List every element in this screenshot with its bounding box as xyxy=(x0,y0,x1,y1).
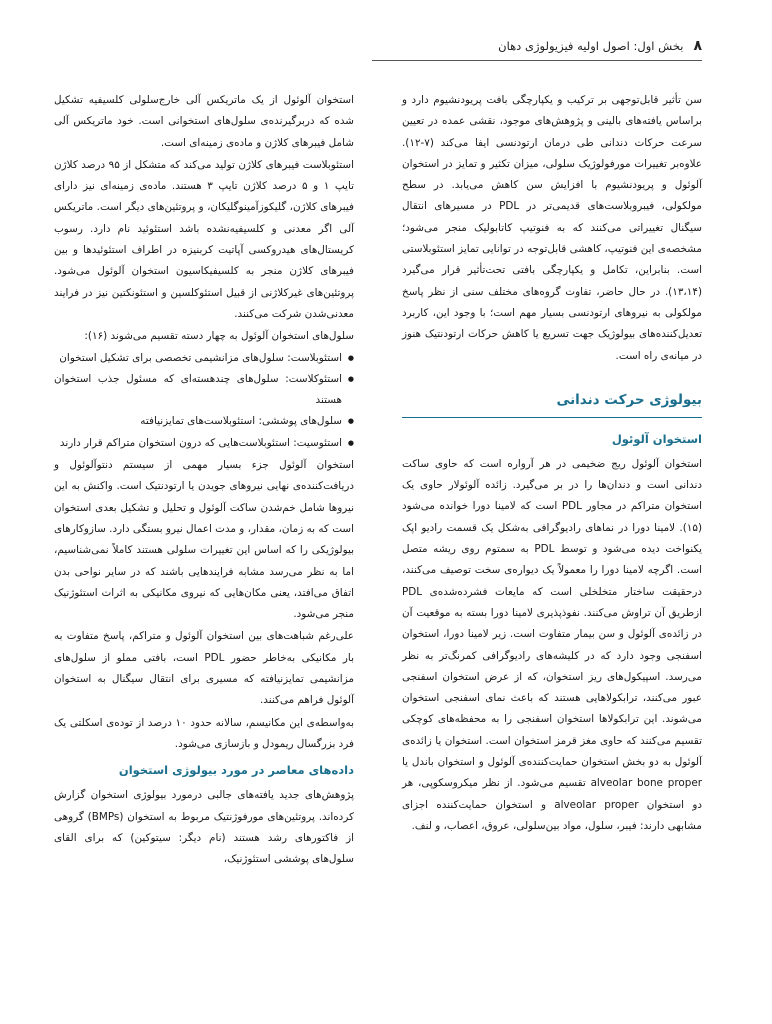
intro-paragraph: سن تأثیر قابل‌توجهی بر ترکیب و یکپارچگی بافت پریودنشیوم دارد و براساس یافته‌های بالینی و پژوهش‌های موجود، نقشی عمده در تعیین سرعت حرکات دندانی طی درمان ارتودنسی ایفا می‌کند (۷-۱۲). علاوه‌بر تغییرات مورفولوژیک سلولی، میزان تکثیر و تمایز در استخوان آلوئول و پریودنشیوم با افزایش سن کاهش می‌یابد. در سطح مولکولی، فیبروبلاست‌های قدیمی‌تر در PDL در مسیرهای انتقال سیگنال تغییراتی می‌کنند که به فنوتیپ کاتابولیک منجر می‌شود؛ مشخصه‌ی این فنوتیپ، کاهشی قابل‌توجه در توانایی تمایز استئوبلاستی است. بنابراین، تکامل و یکپارچگی بافتی تحت‌تأثیر قرار می‌گیرد (۱۳،۱۴). در حال حاضر، تفاوت گروه‌های مختلف سنی از نظر پاسخ مولکولی به نیروهای ارتودنسی بسیار مهم است؛ با وجود این، کاربرد تعدیل‌کننده‌های بیولوژیک جهت تسریع یا کاهش حرکات ارتودنتیک هنوز در میانه‌ی راه است. xyxy=(401,94,702,362)
list-item: ● استئوسیت: استئوبلاست‌هایی که درون استخوان متراکم قرار دارند xyxy=(54,433,354,454)
right-column xyxy=(402,90,702,837)
page-header xyxy=(60,38,702,54)
section-title: بیولوژی حرکت دندانی xyxy=(556,391,702,408)
list-item: ● سلول‌های پوششی: استئوبلاست‌های تمایزنیافته xyxy=(54,411,354,432)
header-rule xyxy=(372,60,702,61)
page-number: ۸ xyxy=(693,38,702,54)
contemporary-paragraph: پژوهش‌های جدید یافته‌های جالبی درمورد بیولوژی استخوان گزارش کرده‌اند. پروتئین‌های مورفوژنتیک مربوط به استخوان (BMPs) گروهی از فاکتورهای رشد هستند (نام دیگر: سیتوکین) که برای القای سلول‌های پوششی استئوژنیک، xyxy=(54,789,354,866)
list-item: ● استئوبلاست: سلول‌های مزانشیمی تخصصی برای تشکیل استخوان xyxy=(54,348,354,369)
section-rule xyxy=(402,417,702,418)
similarity-paragraph: علی‌رغم شباهت‌های بین استخوان آلوئول و متراکم، پاسخ متفاوت به بار مکانیکی به‌خاطر حضور PDL است، بافتی مملو از سلول‌های مزانشیمی تمایزنیافته که مسیری برای انتقال سیگنال به استخوان آلوئول فراهم می‌کنند. xyxy=(54,630,354,707)
cell-types-list xyxy=(54,348,354,454)
list-item: ● استئوکلاست: سلول‌های چندهسته‌ای که مسئول جذب استخوان هستند xyxy=(54,369,354,412)
osteoblast-paragraph: استئوبلاست فیبرهای کلاژن تولید می‌کند که متشکل از ۹۵ درصد کلاژن تایپ ۱ و ۵ درصد کلاژن تایپ ۳ هستند. ماده‌ی زمینه‌ای نیز دارای فیبرهای کلاژن، گلیکوزآمینوگلیکان، و پروتئین‌های دیگر است. ماتریکس آلی اگر معدنی و کلسیفیه‌نشده باشد استئوئید نام دارد. رسوب کریستال‌های هیدروکسی آپاتیت کربنیزه در اطراف استئوئیدها و بین فیبرهای کلاژن منجر به کلسیفیکاسیون استخوان آلوئول می‌شود. پروتئین‌های غیرکلاژنی از قبیل استئوکلسین و استئونکتین نیز در فرایند معدنی‌شدن شرکت می‌کنند. xyxy=(54,158,355,320)
matrix-paragraph: استخوان آلوئول از یک ماتریکس آلی خارج‌سلولی کلسیفیه تشکیل شده که دربرگیرنده‌ی سلول‌های استخوانی است. خود ماتریکس آلی شامل فیبرهای کلاژن و ماده‌ی زمینه‌ای است. xyxy=(54,94,354,149)
subsection-title-alveolar: استخوان آلوئول xyxy=(611,431,702,446)
remodel-paragraph: به‌واسطه‌ی این مکانیسم، سالانه حدود ۱۰ درصد از توده‌ی اسکلتی یک فرد بزرگسال ریمودل و بازسازی می‌شود. xyxy=(54,716,354,750)
running-head: بخش اول: اصول اولیه فیزیولوژی دهان xyxy=(498,39,684,53)
cells-intro: سلول‌های استخوان آلوئول به چهار دسته تقسیم می‌شوند (۱۶): xyxy=(84,330,354,343)
dento-paragraph: استخوان آلوئول جزء بسیار مهمی از سیستم دنتوآلوئول و دریافت‌کننده‌ی نهایی نیروهای جویدن یا ارتودنتیک است. واکنش به این نیروها شامل خم‌شدن ساکت آلوئول و تحلیل و تشکیل بعدی استخوان است که به زمان، مقدار، و مدت اعمال نیرو بستگی دارد. سازوکارهای بیولوژیکی را که اساس این تغییرات سلولی هستند کاملاً نمی‌شناسیم، اما به نظر می‌رسد مشابه فرایندهایی باشند که در سایر نواحی بدن اتفاق می‌افتد، یعنی مکان‌هایی که نیروی مکانیکی به اثرات استئوژنیک منجر می‌شود. xyxy=(54,459,354,621)
subsection-title-contemporary: داده‌های معاصر در مورد بیولوژی استخوان xyxy=(118,763,354,778)
left-column xyxy=(54,90,354,870)
alveolar-paragraph: استخوان آلوئول ریج ضخیمی در هر آرواره است که حاوی ساکت دندانی است و دندان‌ها را در بر می‌گیرد. زائده آلوئولار حاوی یک استخوان متراکم در مجاور PDL است که لامینا دورا خوانده می‌شود (۱۵). لامینا دورا در نماهای رادیوگرافی به‌شکل یک قسمت رادیو اپک یکنواخت دیده می‌شود و توسط PDL به سمتوم روی ریشه متصل است. اگرچه لامینا دورا را معمولاً یک دیواره‌ی سخت توصیف می‌کنند، درحقیقت ساختار متخلخلی است که مایعات فشرده‌شده‌ی PDL ازطریق آن تراوش می‌کنند. نفوذپذیری لامینا دورا بسته به موقعیت آن در زائده‌ی آلوئول و سن بیمار متفاوت است. زیر لامینا دورا، استخوان اسفنجی وجود دارد که در کلیشه‌های رادیوگرافی کمرنگ‌تر به نظر می‌رسد. اسپیکول‌های ریز استخوان، که از عرض استخوان اسفنجی عبور می‌کنند، ترابکولاهایی هستند که باعث نمای اسفنجی استخوان می‌شوند. این ترابکولاها استخوان اسفنجی را به محفظه‌های کوچکی تقسیم می‌کنند که حاوی مغز قرمز استخوان است. استخوان یا زائده‌ی آلوئول به دو بخش استخوان حمایت‌کننده‌ی آلوئول و استخوان باندل یا alveolar bone proper تقسیم می‌شود. از نظر میکروسکوپی، هر دو استخوان alveolar proper و استخوان حمایت‌کننده اجزای مشابهی دارند: فیبر، سلول، مواد بین‌سلولی، عروق، اعصاب، و لنف. xyxy=(402,457,702,832)
